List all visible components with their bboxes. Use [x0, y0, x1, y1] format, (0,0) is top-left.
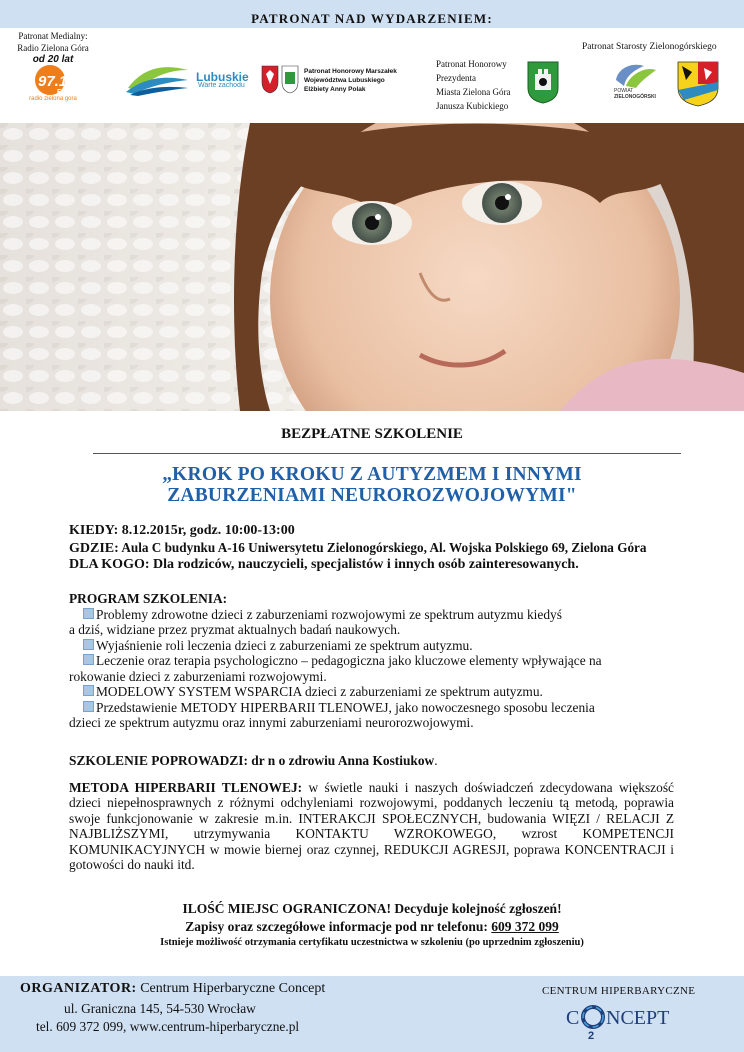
- certificate-notice: Istnieje możliwość otrzymania certyfikatu uczestnictwa w szkoleniu (po uprzednim zgłoszeniu): [160, 937, 584, 948]
- bullet-box-icon: [83, 639, 94, 650]
- patronage-title: PATRONAT NAD WYDARZENIEM:: [251, 11, 493, 26]
- program-item-cont: rokowanie dzieci z zaburzeniami rozwojowymi.: [69, 668, 327, 684]
- powiat-line2: ZIELONOGÓRSKI: [614, 94, 656, 100]
- program-item-text: Przedstawienie METODY HIPERBARII TLENOWEJ, jako nowoczesnego sposobu leczenia: [96, 699, 595, 715]
- starosta-patron-text: Patronat Starosty Zielonogórskiego: [582, 42, 717, 52]
- powiat-coat-of-arms-icon: [676, 60, 720, 108]
- bullet-box-icon: [83, 654, 94, 665]
- radio-sub-text: radio zielona gora: [29, 96, 77, 102]
- where-label: GDZIE:: [69, 541, 119, 556]
- program-item: [69, 684, 674, 700]
- radio-patron-caption: [8, 30, 98, 54]
- concept-logo-rest: NCEPT: [606, 1007, 670, 1029]
- program-item-text: MODELOWY SYSTEM WSPARCIA dzieci z zaburzeniami ze spektrum autyzmu.: [96, 684, 543, 699]
- child-portrait-photo: [0, 123, 744, 411]
- radio-fm: FM: [57, 89, 68, 96]
- program-item-text: Problemy zdrowotne dzieci z zaburzeniami rozwojowymi ze spektrum autyzmu kiedyś: [96, 606, 562, 622]
- radio-years-text: od 20 lat: [32, 54, 74, 65]
- radio-caption-line1: Patronat Medialny:: [18, 31, 88, 41]
- program-item-text: Leczenie oraz terapia psychologiczno – pedagogiczna jako kluczowe elementy wpływające na: [96, 653, 602, 668]
- divider: [93, 453, 681, 454]
- program-section: [69, 591, 674, 731]
- program-item: [69, 700, 674, 716]
- event-when: KIEDY: 8.12.2015r, godz. 10:00-13:00: [69, 523, 295, 538]
- program-item-cont: a dziś, widziane przez pryzmat aktualnych badań naukowych.: [69, 622, 401, 637]
- powiat-zielonogorski-logo: [612, 60, 668, 100]
- organizer-label: ORGANIZATOR:: [20, 981, 137, 996]
- event-audience: DLA KOGO: Dla rodziców, nauczycieli, specjalistów i innych osób zainteresowanych.: [69, 557, 579, 572]
- signup-text: Zapisy oraz szczegółowe informacje pod nr telefonu:: [185, 919, 492, 934]
- organizer-line: [20, 981, 325, 997]
- event-title-line2: ZABURZENIAMI NEUROROZWOJOWYMI": [167, 485, 577, 506]
- lubuskie-wave-logo: [126, 62, 190, 96]
- signup-info: [0, 919, 744, 935]
- method-label: METODA HIPERBARII TLENOWEJ:: [69, 780, 303, 795]
- trainer-end: .: [434, 753, 438, 768]
- program-header: PROGRAM SZKOLENIA:: [69, 591, 228, 606]
- bullet-box-icon: [83, 685, 94, 696]
- event-title: [70, 464, 674, 506]
- program-item: [69, 653, 674, 669]
- program-item: [69, 638, 674, 654]
- free-training-label: BEZPŁATNE SZKOLENIE: [281, 426, 463, 442]
- concept-logo: [566, 1000, 696, 1042]
- radio-caption-line2: Radio Zielona Góra: [17, 43, 89, 53]
- concept-logo-c: C: [566, 1007, 580, 1029]
- lubuskie-slogan: Warte zachodu: [198, 82, 245, 89]
- marszalek-line1: Patronat Honorowy Marszałek: [304, 68, 397, 75]
- organizer-contact[interactable]: tel. 609 372 099, www.centrum-hiperbaryczne.pl: [36, 1019, 300, 1034]
- signup-phone-link[interactable]: 609 372 099: [491, 919, 559, 934]
- prezydent-line1: Patronat Honorowy: [436, 59, 507, 69]
- bullet-box-icon: [83, 608, 94, 619]
- powiat-line1: POWIAT: [614, 88, 634, 94]
- limited-seats-notice: ILOŚĆ MIEJSC OGRANICZONA! Decyduje kolejność zgłoszeń!: [182, 901, 562, 916]
- zielona-gora-coat-of-arms-icon: [526, 60, 560, 104]
- organizer-name: Centrum Hiperbaryczne Concept: [136, 981, 326, 996]
- radio-zielona-gora-logo: [30, 64, 74, 98]
- program-item: [69, 607, 674, 623]
- marszalek-line2: Województwa Lubuskiego: [304, 77, 385, 84]
- trainer-label: SZKOLENIE POPROWADZI: dr n o zdrowiu Anna Kostiukow: [69, 753, 435, 768]
- lubuskie-name: Lubuskie: [196, 70, 249, 84]
- concept-caption: CENTRUM HIPERBARYCZNE: [542, 985, 696, 997]
- prezydent-line2: Prezydenta: [436, 73, 476, 83]
- marszalek-patron-text: [304, 67, 422, 94]
- bullet-box-icon: [83, 701, 94, 712]
- prezydent-line4: Janusza Kubickiego: [436, 101, 509, 111]
- radio-freq: 97.1: [38, 73, 68, 90]
- program-item-text: Wyjaśnienie roli leczenia dzieci z zaburzeniami ze spektrum autyzmu.: [96, 637, 473, 653]
- lubuskie-coat-of-arms-icon: [260, 64, 300, 94]
- marszalek-line3: Elżbiety Anny Polak: [304, 86, 366, 93]
- organizer-address: ul. Graniczna 145, 54-530 Wrocław: [64, 1001, 256, 1016]
- method-description: [69, 780, 674, 872]
- prezydent-line3: Miasta Zielona Góra: [436, 87, 511, 97]
- where-value: Aula C budynku A-16 Uniwersytetu Zielonogórskiego, Al. Wojska Polskiego 69, Zielona Góra: [118, 540, 647, 555]
- trainer-line: [69, 753, 438, 769]
- program-item-cont: dzieci ze spektrum autyzmu oraz innymi zaburzeniami neurorozwojowymi.: [69, 715, 474, 730]
- prezydent-patron-text: [436, 57, 526, 113]
- method-text: w świetle nauki i naszych doświadczeń zdecydowana większość dzieci niepełnosprawnych z różnymi odchyleniami rozwojowymi, poddanych leczeniu tą metodą, poprawia swoje funkcjonowanie w zakresie m.in. INTERAKCJI SPOŁECZNYCH, budowania WIĘZI / RELACJI Z NAJBLIŻSZYMI, utrzymywania KONTAKTU WZROKOWEGO, wzrost KOMPETENCJI KOMUNIKACYJNYCH w mowie biernej oraz czynnej, REDUKCJI AGRESJI, poprawa KONCENTRACJI i gotowości do nauki itd.: [69, 780, 674, 873]
- concept-logo-o2: 2: [588, 1030, 595, 1042]
- event-title-line1: „KROK PO KROKU Z AUTYZMEM I INNYMI: [162, 464, 582, 485]
